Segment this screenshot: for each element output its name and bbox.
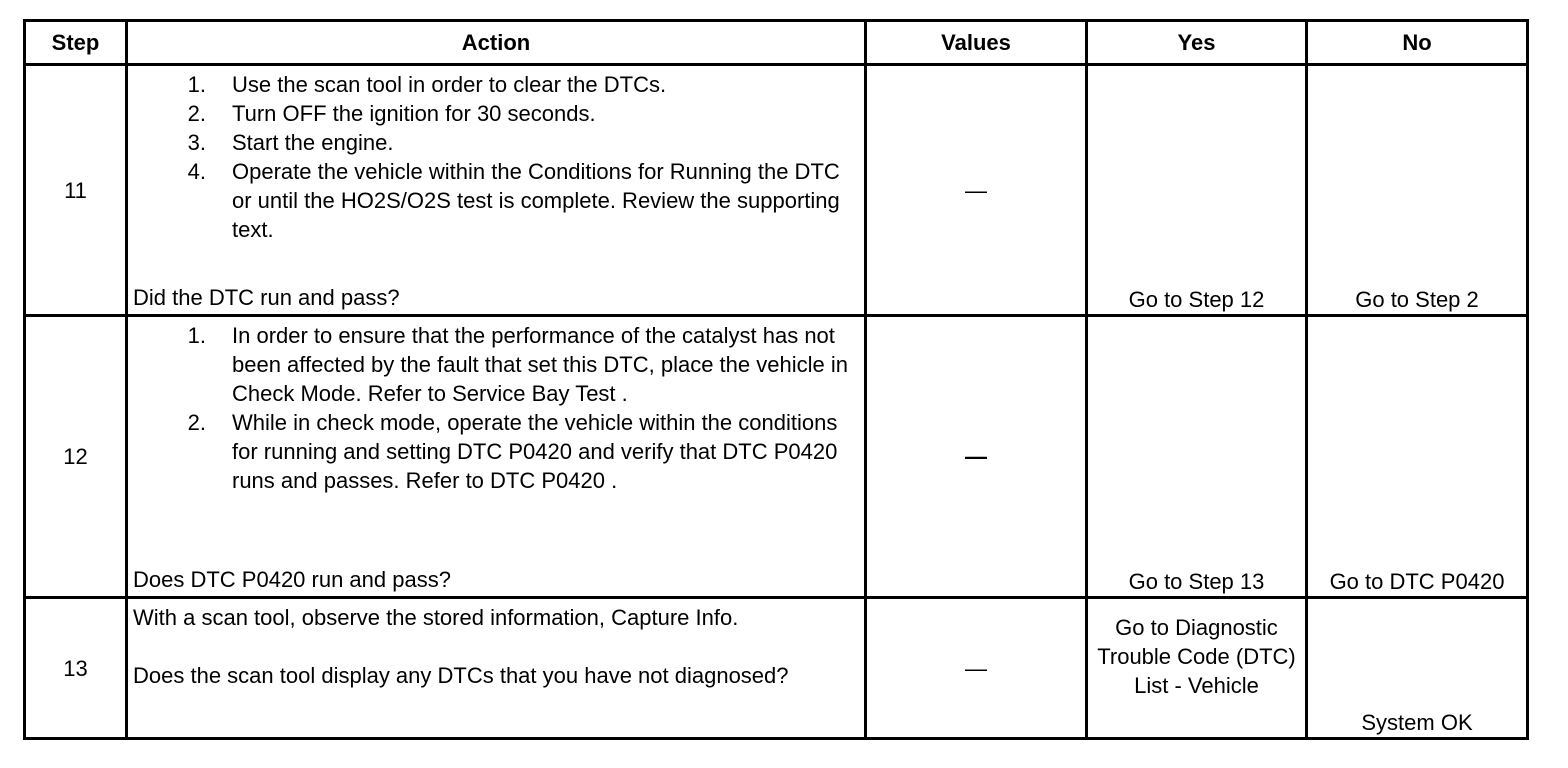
list-item-text: Use the scan tool in order to clear the DTCs. bbox=[232, 72, 667, 97]
list-item-text: Start the engine. bbox=[232, 130, 394, 155]
values-cell bbox=[866, 65, 1087, 316]
header-step: Step bbox=[25, 21, 127, 65]
header-action: Action bbox=[127, 21, 866, 65]
values-cell bbox=[866, 598, 1087, 739]
list-item bbox=[128, 408, 858, 495]
header-row bbox=[25, 21, 1528, 65]
table-row-step-12 bbox=[25, 316, 1528, 598]
no-cell: Go to DTC P0420 bbox=[1307, 316, 1528, 598]
list-item bbox=[128, 157, 858, 244]
header-values: Values bbox=[866, 21, 1087, 65]
no-cell: Go to Step 2 bbox=[1307, 65, 1528, 316]
action-question: Does DTC P0420 run and pass? bbox=[133, 567, 451, 592]
list-item-text: Operate the vehicle within the Conditions for Running the DTC or until the HO2S/O2S test is complete. Review the supporting text. bbox=[232, 159, 840, 242]
list-item-text: Turn OFF the ignition for 30 seconds. bbox=[232, 101, 596, 126]
yes-cell: Go to Step 12 bbox=[1087, 65, 1307, 316]
action-cell bbox=[127, 598, 866, 739]
yes-cell: Go to Step 13 bbox=[1087, 316, 1307, 598]
list-item-text: In order to ensure that the performance of the catalyst has not been affected by the fault that set this DTC, place the vehicle in Check Mode. Refer to Service Bay Test . bbox=[232, 323, 848, 406]
list-item bbox=[128, 128, 858, 157]
no-cell: System OK bbox=[1307, 598, 1528, 739]
step-number: 11 bbox=[25, 65, 127, 316]
action-cell bbox=[127, 65, 866, 316]
header-yes: Yes bbox=[1087, 21, 1307, 65]
diagnostic-table bbox=[23, 19, 1529, 740]
list-item bbox=[128, 321, 858, 408]
list-item bbox=[128, 70, 858, 99]
values-dash: — bbox=[965, 444, 987, 469]
list-item-number: 1. bbox=[187, 72, 206, 97]
list-item-number: 4. bbox=[187, 159, 206, 184]
values-dash: — bbox=[965, 655, 987, 681]
list-item-text: While in check mode, operate the vehicle within the conditions for running and setting DTC P0420 and verify that DTC P0420 runs and passes. Refer to DTC P0420 . bbox=[232, 410, 838, 493]
action-question: Does the scan tool display any DTCs that you have not diagnosed? bbox=[133, 663, 789, 688]
step-number: 12 bbox=[25, 316, 127, 598]
action-text: With a scan tool, observe the stored information, Capture Info. bbox=[133, 605, 739, 630]
yes-cell: Go to Diagnostic Trouble Code (DTC) List - Vehicle bbox=[1087, 598, 1307, 739]
table-row-step-11 bbox=[25, 65, 1528, 316]
list-item-number: 3. bbox=[187, 130, 206, 155]
values-cell bbox=[866, 316, 1087, 598]
table-row-step-13 bbox=[25, 598, 1528, 739]
header-no: No bbox=[1307, 21, 1528, 65]
action-question: Did the DTC run and pass? bbox=[133, 285, 400, 310]
action-steps-list bbox=[128, 317, 864, 495]
list-item-number: 2. bbox=[187, 410, 206, 435]
action-cell bbox=[127, 316, 866, 598]
values-dash: — bbox=[965, 177, 987, 203]
list-item-number: 1. bbox=[187, 323, 206, 348]
step-number: 13 bbox=[25, 598, 127, 739]
action-steps-list bbox=[128, 66, 864, 244]
list-item bbox=[128, 99, 858, 128]
list-item-number: 2. bbox=[187, 101, 206, 126]
